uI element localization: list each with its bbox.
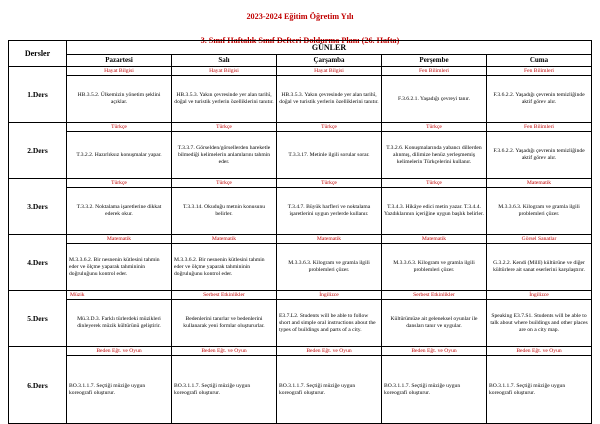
- objective-text: T.3.3.17. Metinle ilgili sorular sorar.: [288, 151, 370, 158]
- gunler-header: GÜNLER: [67, 41, 592, 55]
- lesson-content-row: [9, 300, 592, 347]
- lesson-cell: [382, 300, 487, 347]
- objective-text: T.3.2.2. Hazırlıksız konuşmalar yapar.: [76, 151, 162, 158]
- objective-text: T.3.3.7. Görselden/görsellerden hareketle bilmediği kelimelerin anlamlarını tahmin eder.: [177, 144, 271, 165]
- objective-text: F.3.6.2.2. Yaşadığı çevrenin temizliğinde aktif görev alır.: [493, 92, 585, 105]
- subject-label: Matematik: [382, 235, 487, 244]
- lesson-content-row: [9, 76, 592, 123]
- subject-label: Matematik: [67, 235, 172, 244]
- objective-text: M.3.3.6.3. Kilogram ve gramla ilgili problemleri çözer.: [288, 260, 370, 273]
- objective-text: E3.7.L2. Students will be able to follow short and simple oral instructions about the types of buildings and parts of a city.: [279, 312, 376, 333]
- objective-text: BO.3.1.1.7. Seçtiği müziğe uygun koreografi oluşturur.: [489, 382, 566, 396]
- objective-text: Kültürümüze ait geleneksel oyunlar ile dansları tanır ve uygular.: [390, 316, 478, 329]
- subject-label: Beden Eğt. ve Oyun: [67, 347, 172, 356]
- day-header-cuma: Cuma: [487, 55, 592, 67]
- lesson-label: 5.Ders: [9, 291, 67, 347]
- lesson-cell: [487, 76, 592, 123]
- lesson-cell: [487, 244, 592, 291]
- lesson-cell: [382, 132, 487, 179]
- lesson-content-row: [9, 132, 592, 179]
- lesson-row: [9, 179, 592, 188]
- lesson-cell: [277, 356, 382, 424]
- subject-label: Türkçe: [382, 179, 487, 188]
- lesson-label: 3.Ders: [9, 179, 67, 235]
- subject-label: Matematik: [277, 235, 382, 244]
- day-header-pazartesi: Pazartesi: [67, 55, 172, 67]
- objective-text: M.3.3.6.2. Bir nesnenin kütlesini tahmin eder ve ölçme yaparak tahmininin doğruluğunu kontrol eder.: [174, 256, 265, 277]
- lesson-label: 2.Ders: [9, 123, 67, 179]
- objective-text: T.3.3.2. Noktalama işaretlerine dikkat ederek okur.: [76, 204, 162, 217]
- lesson-cell: [277, 132, 382, 179]
- objective-text: BO.3.1.1.7. Seçtiği müziğe uygun koreografi oluşturur.: [279, 382, 356, 396]
- lesson-cell: [172, 300, 277, 347]
- subject-label: Serbest Etkinlikler: [172, 291, 277, 300]
- subject-label: Türkçe: [277, 179, 382, 188]
- objective-text: T.3.4.7. Büyük harfleri ve noktalama işaretlerini uygun yerlerde kullanır.: [287, 204, 371, 217]
- subject-label: Beden Eğt. ve Oyun: [382, 347, 487, 356]
- objective-text: M.3.3.6.2. Bir nesnenin kütlesini tahmin eder ve ölçme yaparak tahmininin doğruluğunu kontrol eder.: [69, 256, 160, 277]
- subject-label: İngilizce: [487, 291, 592, 300]
- lesson-cell: [172, 188, 277, 235]
- objective-text: T.3.4.3. Hikâye edici metin yazar. T.3.4.4. Yazdıklarının içeriğine uygun başlık belirler.: [384, 204, 484, 217]
- subject-label: Görsel Sanatlar: [487, 235, 592, 244]
- subject-label: Fen Bilimleri: [487, 123, 592, 132]
- lesson-cell: [67, 188, 172, 235]
- subject-label: Matematik: [172, 235, 277, 244]
- day-header-carsamba: Çarşamba: [277, 55, 382, 67]
- lesson-cell: [67, 356, 172, 424]
- document-subtitle: 3. Sınıf Haftalık Sınıf Defteri Doldurma Planı (26. Hafta): [200, 36, 400, 45]
- subject-label: Hayat Bilgisi: [67, 67, 172, 76]
- weekly-plan-table: [8, 40, 592, 424]
- subject-label: Türkçe: [67, 123, 172, 132]
- lesson-cell: [172, 356, 277, 424]
- subject-label: Beden Eğt. ve Oyun: [277, 347, 382, 356]
- lesson-cell: [277, 188, 382, 235]
- objective-text: Speaking E3.7.S1. Students will be able to talk about where buildings and other places are on a city map.: [490, 312, 588, 333]
- subject-label: Beden Eğt. ve Oyun: [487, 347, 592, 356]
- subject-label: Hayat Bilgisi: [277, 67, 382, 76]
- lesson-cell: [67, 244, 172, 291]
- objective-text: HB.3.5.3. Yakın çevresinde yer alan tarihî, doğal ve turistik yerlerin özelliklerini tanıtır.: [174, 92, 274, 105]
- objective-text: M.3.3.6.3. Kilogram ve gramla ilgili problemleri çözer.: [498, 204, 580, 217]
- objective-text: G.3.2.2. Kendi (Millî) kültürüne ve diğer kültürlere ait sanat eserlerini karşılaştırır.: [493, 260, 585, 273]
- objective-text: BO.3.1.1.7. Seçtiği müziğe uygun koreografi oluşturur.: [384, 382, 461, 396]
- objective-text: T.3.2.6. Konuşmalarında yabancı dillerden alınmış, dilimize henüz yerleşmemiş kelimelerin Türkçelerini kullanır.: [386, 144, 482, 165]
- subject-label: Türkçe: [172, 123, 277, 132]
- objective-text: HB.3.5.3. Yakın çevresinde yer alan tarihî, doğal ve turistik yerlerin özelliklerini tanıtır.: [279, 92, 379, 105]
- objective-text: Mü.3.D.3. Farklı türlerdeki müzikleri dinleyerek müzik kültürünü geliştirir.: [77, 316, 161, 329]
- subject-label: Türkçe: [277, 123, 382, 132]
- lesson-row: [9, 235, 592, 244]
- subject-label: Türkçe: [172, 179, 277, 188]
- lesson-row: [9, 347, 592, 356]
- lesson-content-row: [9, 356, 592, 424]
- objective-text: F.3.6.2.1. Yaşadığı çevreyi tanır.: [398, 95, 470, 102]
- lesson-label: 6.Ders: [9, 347, 67, 424]
- lesson-cell: [382, 356, 487, 424]
- objective-text: T.3.3.14. Okuduğu metnin konusunu belirler.: [182, 204, 266, 217]
- lesson-cell: [67, 132, 172, 179]
- subject-label: Müzik: [67, 291, 172, 300]
- lesson-row: [9, 291, 592, 300]
- lesson-cell: [67, 76, 172, 123]
- lesson-content-row: [9, 188, 592, 235]
- lesson-cell: [382, 76, 487, 123]
- objective-text: Bedenlerini tanırlar ve bedenlerini kullanarak yeni formlar oluştururlar.: [183, 316, 265, 329]
- subject-label: Fen Bilimleri: [487, 67, 592, 76]
- lesson-cell: [277, 300, 382, 347]
- lesson-cell: [67, 300, 172, 347]
- objective-text: M.3.3.6.3. Kilogram ve gramla ilgili problemleri çözer.: [393, 260, 475, 273]
- document-title: 2023-2024 Eğitim Öğretim Yılı: [246, 12, 354, 21]
- lesson-cell: [382, 244, 487, 291]
- day-header-sali: Salı: [172, 55, 277, 67]
- lesson-content-row: [9, 244, 592, 291]
- lesson-row: [9, 123, 592, 132]
- subject-label: Hayat Bilgisi: [172, 67, 277, 76]
- lesson-cell: [487, 300, 592, 347]
- subject-label: Fen Bilimleri: [382, 67, 487, 76]
- subject-label: Matematik: [487, 179, 592, 188]
- lesson-label: 1.Ders: [9, 67, 67, 123]
- lesson-cell: [487, 132, 592, 179]
- objective-text: F.3.6.2.2. Yaşadığı çevrenin temizliğinde aktif görev alır.: [493, 148, 585, 161]
- lesson-cell: [487, 188, 592, 235]
- objective-text: HB.3.5.2. Ülkemizin yönetim şeklini açıklar.: [77, 92, 161, 105]
- objective-text: BO.3.1.1.7. Seçtiği müziğe uygun koreografi oluşturur.: [69, 382, 146, 396]
- lesson-label: 4.Ders: [9, 235, 67, 291]
- subject-label: Türkçe: [382, 123, 487, 132]
- objective-text: BO.3.1.1.7. Seçtiği müziğe uygun koreografi oluşturur.: [174, 382, 251, 396]
- lesson-cell: [277, 76, 382, 123]
- dersler-header: Dersler: [9, 41, 67, 67]
- lesson-cell: [277, 244, 382, 291]
- lesson-row: [9, 67, 592, 76]
- lesson-cell: [487, 356, 592, 424]
- subject-label: İngilizce: [277, 291, 382, 300]
- day-header-persembe: Perşembe: [382, 55, 487, 67]
- subject-label: Serbest Etkinlikler: [382, 291, 487, 300]
- subject-label: Beden Eğt. ve Oyun: [172, 347, 277, 356]
- lesson-cell: [172, 244, 277, 291]
- lesson-cell: [382, 188, 487, 235]
- subject-label: Türkçe: [67, 179, 172, 188]
- lesson-cell: [172, 132, 277, 179]
- lesson-cell: [172, 76, 277, 123]
